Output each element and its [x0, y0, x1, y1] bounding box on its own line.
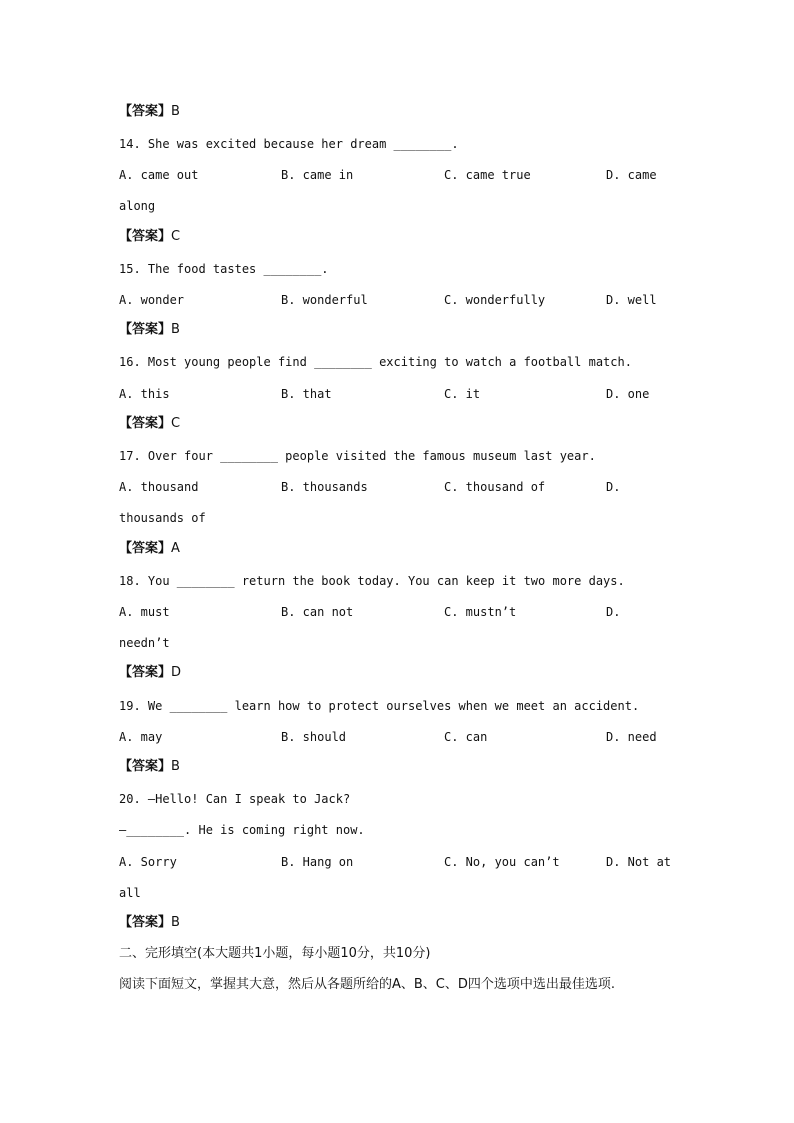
option-d: D. came — [606, 168, 657, 182]
options-row — [119, 479, 679, 495]
question-stem-reply: —________. He is coming right now. — [119, 823, 365, 837]
option-a: A. thousand — [119, 480, 199, 494]
options-row — [119, 604, 679, 620]
option-b: B. can not — [281, 605, 354, 619]
answer-line — [119, 104, 180, 120]
answer-line — [119, 665, 181, 681]
answer-line — [119, 229, 180, 245]
option-wrap: thousands of — [119, 511, 206, 525]
answer-value: C — [171, 229, 181, 244]
option-d: D. need — [606, 730, 657, 744]
answer-tag: 【答案】 — [119, 665, 172, 680]
question-stem: 14. She was excited because her dream ________. — [119, 137, 459, 151]
answer-tag: 【答案】 — [119, 416, 172, 431]
option-d: D. — [606, 605, 621, 619]
answer-line — [119, 759, 180, 775]
option-a: A. wonder — [119, 293, 185, 307]
answer-value: B — [171, 759, 180, 774]
options-row — [119, 386, 679, 402]
option-c: C. thousand of — [444, 480, 546, 494]
option-a: A. came out — [119, 168, 199, 182]
answer-line — [119, 915, 180, 931]
option-a: A. this — [119, 387, 170, 401]
question-stem: 18. You ________ return the book today. You can keep it two more days. — [119, 574, 625, 588]
option-wrap: all — [119, 886, 141, 900]
answer-value: B — [171, 915, 180, 930]
option-c: C. it — [444, 387, 481, 401]
answer-value: B — [171, 104, 180, 119]
question-stem: 15. The food tastes ________. — [119, 262, 329, 276]
answer-line — [119, 541, 180, 557]
question-stem: 17. Over four ________ people visited the famous museum last year. — [119, 449, 596, 463]
answer-tag: 【答案】 — [119, 759, 172, 774]
answer-tag: 【答案】 — [119, 104, 172, 119]
options-row — [119, 854, 679, 870]
option-c: C. can — [444, 730, 488, 744]
option-b: B. came in — [281, 168, 354, 182]
option-b: B. wonderful — [281, 293, 368, 307]
answer-line — [119, 416, 180, 432]
option-b: B. that — [281, 387, 332, 401]
answer-tag: 【答案】 — [119, 915, 172, 930]
options-row — [119, 292, 679, 308]
option-wrap: along — [119, 199, 156, 213]
option-b: B. Hang on — [281, 855, 354, 869]
answer-value: D — [171, 665, 182, 680]
answer-tag: 【答案】 — [119, 229, 172, 244]
answer-value: B — [171, 322, 180, 337]
section-instruction: 阅读下面短文，掌握其大意，然后从各题所给的A、B、C、D四个选项中选出最佳选项. — [119, 977, 616, 992]
option-d: D. one — [606, 387, 650, 401]
answer-tag: 【答案】 — [119, 322, 172, 337]
answer-line — [119, 322, 180, 338]
option-b: B. should — [281, 730, 347, 744]
option-d: D. well — [606, 293, 657, 307]
option-c: C. No, you can’t — [444, 855, 560, 869]
option-d: D. Not at — [606, 855, 672, 869]
option-a: A. may — [119, 730, 163, 744]
question-stem: 16. Most young people find ________ exciting to watch a football match. — [119, 355, 632, 369]
answer-tag: 【答案】 — [119, 541, 172, 556]
option-c: C. mustn’t — [444, 605, 517, 619]
option-c: C. wonderfully — [444, 293, 546, 307]
answer-value: A — [171, 541, 180, 556]
option-a: A. Sorry — [119, 855, 177, 869]
option-a: A. must — [119, 605, 170, 619]
option-c: C. came true — [444, 168, 531, 182]
question-stem: 19. We ________ learn how to protect ourselves when we meet an accident. — [119, 699, 640, 713]
section-heading: 二、完形填空(本大题共1小题，每小题10分，共10分) — [119, 946, 431, 961]
option-wrap: needn’t — [119, 636, 170, 650]
option-d: D. — [606, 480, 621, 494]
question-stem: 20. —Hello! Can I speak to Jack? — [119, 792, 351, 806]
answer-value: C — [171, 416, 181, 431]
options-row — [119, 167, 679, 183]
options-row — [119, 729, 679, 745]
option-b: B. thousands — [281, 480, 368, 494]
